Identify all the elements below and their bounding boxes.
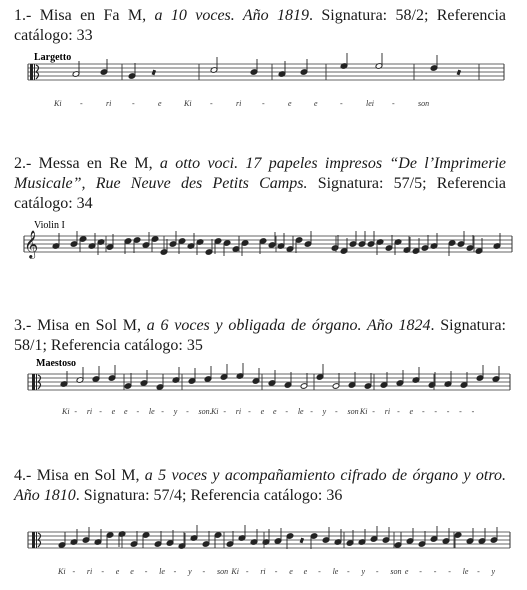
lyric-syllable: e bbox=[273, 407, 277, 416]
entry-2-title: Messa en Re M, bbox=[38, 155, 153, 172]
entry-3-text bbox=[14, 316, 506, 356]
music-incipit-1 bbox=[14, 50, 514, 112]
lyric-syllable: e bbox=[130, 567, 134, 576]
lyric-syllable: - bbox=[375, 567, 379, 576]
lyric-syllable: e bbox=[289, 567, 293, 576]
lyric-syllable: - bbox=[132, 99, 135, 108]
treble-clef-icon: 𝄞 bbox=[24, 230, 39, 258]
clef-bar bbox=[36, 532, 37, 548]
lyric-syllable: ri bbox=[86, 567, 93, 576]
entry-4-title: Misa en Sol M, bbox=[36, 467, 140, 484]
tempo-mark: Largetto bbox=[34, 52, 72, 63]
lyric-syllable: e bbox=[158, 99, 162, 108]
instrument-label: Violin I bbox=[34, 220, 65, 231]
clef-bar bbox=[36, 374, 37, 390]
lyric-syllable: - bbox=[99, 407, 102, 416]
lyric-syllable: e bbox=[288, 99, 292, 108]
lyric-syllable: - bbox=[372, 407, 375, 416]
lyric-syllable: son bbox=[390, 567, 402, 576]
lyric-syllable: - bbox=[173, 567, 177, 576]
music-incipit-3 bbox=[14, 356, 514, 426]
clef-bar bbox=[34, 64, 35, 80]
lyric-syllable: - bbox=[446, 407, 450, 416]
lyric-syllable: Ki bbox=[231, 567, 239, 576]
lyric-syllable: le bbox=[297, 407, 304, 416]
lyric-syllable: lei bbox=[366, 99, 374, 108]
lyric-syllable: - bbox=[74, 407, 78, 416]
lyric-syllable: - bbox=[310, 407, 313, 416]
lyric-syllable: e bbox=[124, 407, 128, 416]
lyric-syllable: - bbox=[144, 567, 148, 576]
lyric-syllable: Ki bbox=[359, 407, 368, 416]
lyric-syllable: son bbox=[347, 407, 359, 416]
lyric-syllable: e bbox=[111, 407, 116, 416]
entry-2-text bbox=[14, 154, 506, 214]
clef-bar bbox=[30, 64, 33, 80]
lyric-syllable: e bbox=[409, 407, 414, 416]
lyric-syllable: le bbox=[462, 567, 469, 576]
lyric-syllable: le bbox=[159, 567, 165, 576]
music-incipit-2 bbox=[14, 218, 514, 270]
lyric-syllable: ri bbox=[236, 99, 242, 108]
lyric-syllable: ri bbox=[384, 407, 391, 416]
entry-2-incipit bbox=[14, 218, 514, 270]
entry-1-title: Misa en Fa M, bbox=[39, 7, 147, 24]
lyric-syllable: ri bbox=[106, 99, 112, 108]
lyric-syllable: Ki bbox=[184, 99, 192, 108]
lyric-syllable: - bbox=[248, 407, 251, 416]
entry-4-detail: a 5 voces y acompañamiento cifrado de órgano y otro. Año 1810 bbox=[14, 467, 506, 504]
lyric-syllable: - bbox=[136, 407, 140, 416]
lyric-syllable: Ki bbox=[58, 567, 66, 576]
lyric-syllable: e bbox=[303, 567, 308, 576]
lyric-syllable: - bbox=[318, 567, 321, 576]
lyric-syllable: y bbox=[491, 567, 496, 576]
lyric-syllable: e bbox=[115, 567, 120, 576]
lyric-syllable: le bbox=[332, 567, 339, 576]
lyric-syllable: Ki bbox=[62, 407, 70, 416]
entry-4-text bbox=[14, 466, 506, 506]
lyric-syllable: - bbox=[161, 407, 164, 416]
tempo-mark: Maestoso bbox=[36, 358, 76, 369]
entry-3-incipit bbox=[14, 356, 514, 426]
entry-1-text bbox=[14, 6, 506, 46]
rest-icon bbox=[457, 70, 462, 76]
lyric-syllable: - bbox=[392, 99, 395, 108]
lyric-syllable: ri bbox=[260, 567, 266, 576]
entry-1-number: 1.- bbox=[14, 7, 32, 24]
lyric-syllable: - bbox=[347, 567, 350, 576]
clef-bar bbox=[32, 374, 35, 390]
entry-4-incipit bbox=[14, 516, 514, 582]
lyric-syllable: - bbox=[202, 567, 206, 576]
entry-4-number: 4.- bbox=[14, 467, 32, 484]
lyric-syllable: - bbox=[186, 407, 189, 416]
entry-3-detail: a 6 voces y obligada de órgano. Año 1824 bbox=[146, 317, 431, 334]
lyric-syllable: - bbox=[448, 567, 451, 576]
lyric-syllable: son. bbox=[198, 407, 212, 416]
lyric-syllable: - bbox=[419, 567, 422, 576]
rest-icon bbox=[300, 538, 305, 544]
lyric-syllable: - bbox=[433, 567, 437, 576]
entry-1-incipit bbox=[14, 50, 514, 112]
lyric-syllable: e bbox=[404, 567, 409, 576]
lyric-syllable: Ki bbox=[210, 407, 219, 416]
lyric-syllable: - bbox=[335, 407, 338, 416]
lyric-syllable: - bbox=[421, 407, 425, 416]
lyric-syllable: - bbox=[72, 567, 76, 576]
entry-3-number: 3.- bbox=[14, 317, 32, 334]
lyric-syllable: - bbox=[223, 407, 227, 416]
staff-lines bbox=[24, 236, 512, 252]
music-incipit-4 bbox=[14, 516, 514, 582]
lyric-syllable: - bbox=[274, 567, 278, 576]
lyric-syllable: y bbox=[322, 407, 327, 416]
entry-3-signature: . Signatura: 58/1; Referencia catálogo: 35 bbox=[14, 317, 506, 354]
lyric-syllable: - bbox=[80, 99, 83, 108]
lyric-syllable: son bbox=[418, 99, 430, 108]
lyric-syllable: - bbox=[101, 567, 105, 576]
lyric-syllable: - bbox=[245, 567, 249, 576]
lyric-syllable: ri bbox=[86, 407, 93, 416]
lyric-syllable: y bbox=[173, 407, 178, 416]
entry-1-detail: a 10 voces. Año 1819 bbox=[154, 7, 309, 24]
lyric-syllable: - bbox=[397, 407, 400, 416]
lyric-syllable: - bbox=[459, 407, 462, 416]
lyric-syllable: e bbox=[260, 407, 265, 416]
lyric-syllable: - bbox=[262, 99, 265, 108]
lyric-syllable: - bbox=[471, 407, 475, 416]
lyric-syllable: - bbox=[477, 567, 480, 576]
lyric-syllable: - bbox=[285, 407, 289, 416]
lyric-syllable: son bbox=[216, 567, 229, 576]
entry-1-signature: . Signatura: 58/2; Referencia catálogo: 33 bbox=[14, 7, 507, 44]
lyric-syllable: y bbox=[361, 567, 366, 576]
lyric-syllable: - bbox=[210, 99, 213, 108]
rest-icon bbox=[152, 70, 157, 76]
entry-2-signature: Signatura: 57/5; Referencia catálogo: 34 bbox=[14, 175, 506, 212]
lyric-syllable: Ki bbox=[54, 99, 62, 108]
lyric-syllable: y bbox=[188, 567, 192, 576]
lyric-syllable: - bbox=[434, 407, 438, 416]
lyric-syllable: - bbox=[340, 99, 343, 108]
entry-2-detail: a otto voci. 17 papeles impresos “De l’Imprimerie Musicale”, Rue Neuve des Petits Camps. bbox=[14, 155, 507, 192]
lyric-syllable: ri bbox=[235, 407, 242, 416]
entry-4-signature: . Signatura: 57/4; Referencia catálogo: 36 bbox=[75, 487, 343, 504]
entry-3-title: Misa en Sol M, bbox=[37, 317, 141, 334]
lyric-syllable: le bbox=[148, 407, 155, 416]
entry-2-number: 2.- bbox=[14, 155, 32, 172]
lyric-syllable: e bbox=[314, 99, 318, 108]
clef-bar bbox=[32, 532, 35, 548]
